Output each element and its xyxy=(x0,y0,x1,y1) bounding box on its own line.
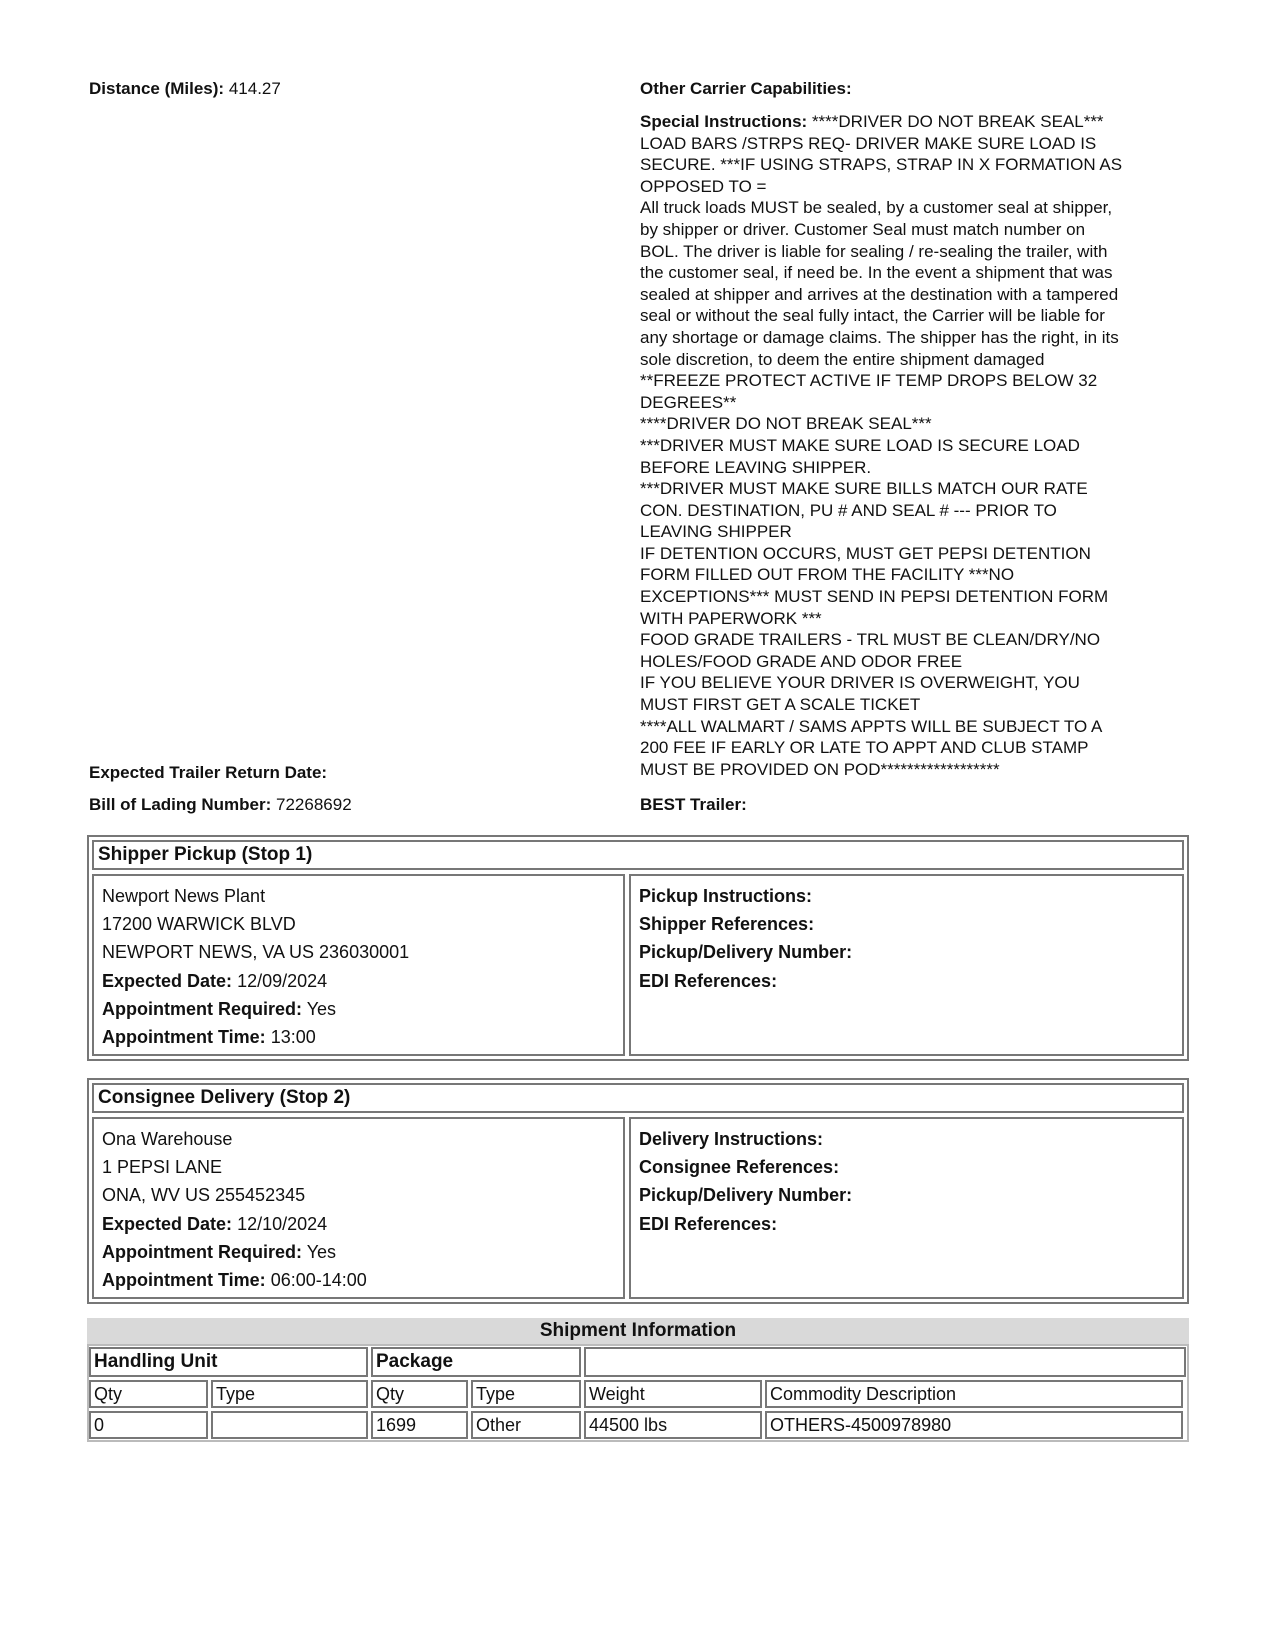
special-line: BOL. The driver is liable for sealing / re-sealing the trailer, with xyxy=(640,241,1108,261)
special-line: DEGREES** xyxy=(640,392,737,412)
cell-weight: 44500 lbs xyxy=(584,1411,762,1439)
stop1-title: Shipper Pickup (Stop 1) xyxy=(92,840,1184,870)
expected-trailer-return-label: Expected Trailer Return Date: xyxy=(89,763,328,782)
special-instructions-label: Special Instructions: xyxy=(640,112,808,131)
handling-unit-header: Handling Unit xyxy=(89,1347,368,1377)
stop2-pickup-delivery-number-label: Pickup/Delivery Number: xyxy=(639,1185,853,1206)
special-line: OPPOSED TO = xyxy=(640,176,767,196)
stop1-appointment-time: Appointment Time: 13:00 xyxy=(102,1027,316,1048)
special-line: by shipper or driver. Customer Seal must match number on xyxy=(640,219,1086,239)
special-line: ***DRIVER MUST MAKE SURE BILLS MATCH OUR RATE xyxy=(640,479,1088,499)
consignee-delivery-section xyxy=(87,1078,1189,1304)
col-package-qty: Qty xyxy=(371,1380,468,1408)
cell-handling-qty: 0 xyxy=(89,1411,208,1439)
cell-package-type: Other xyxy=(471,1411,581,1439)
stop2-references-panel xyxy=(629,1117,1184,1299)
special-line: sole discretion, to deem the entire shipment damaged xyxy=(640,349,1045,369)
special-line: 200 FEE IF EARLY OR LATE TO APPT AND CLUB STAMP xyxy=(640,738,1089,758)
special-line: LEAVING SHIPPER xyxy=(640,522,792,542)
stop1-address2: NEWPORT NEWS, VA US 236030001 xyxy=(102,942,410,963)
stop1-address-panel xyxy=(92,874,625,1056)
stop2-address2: ONA, WV US 255452345 xyxy=(102,1185,306,1206)
stop1-address1: 17200 WARWICK BLVD xyxy=(102,914,296,935)
cell-commodity-description: OTHERS-4500978980 xyxy=(765,1411,1183,1439)
bill-of-lading-field xyxy=(89,795,352,815)
special-line: FORM FILLED OUT FROM THE FACILITY ***NO xyxy=(640,565,1015,585)
special-line: sealed at shipper and arrives at the destination with a tampered xyxy=(640,284,1119,304)
special-line: **FREEZE PROTECT ACTIVE IF TEMP DROPS BELOW 32 xyxy=(640,371,1098,391)
stop1-references-panel xyxy=(629,874,1184,1056)
bill-of-lading-value: 72268692 xyxy=(276,795,352,814)
stop1-pickup-delivery-number-label: Pickup/Delivery Number: xyxy=(639,942,853,963)
stop2-address1: 1 PEPSI LANE xyxy=(102,1157,223,1178)
stop2-name: Ona Warehouse xyxy=(102,1129,233,1149)
special-line: MUST FIRST GET A SCALE TICKET xyxy=(640,695,921,715)
other-carrier-capabilities-label: Other Carrier Capabilities: xyxy=(640,79,852,98)
stop1-expected-date: Expected Date: 12/09/2024 xyxy=(102,970,328,991)
col-package-type: Type xyxy=(471,1380,581,1408)
stop1-edi-references-label: EDI References: xyxy=(639,970,778,991)
col-handling-qty: Qty xyxy=(89,1380,208,1408)
distance-field xyxy=(89,79,281,99)
bill-of-lading-label: Bill of Lading Number: xyxy=(89,795,272,814)
special-line: LOAD BARS /STRPS REQ- DRIVER MAKE SURE LOAD IS xyxy=(640,133,1097,153)
distance-label: Distance (Miles): xyxy=(89,79,225,98)
special-line: ****ALL WALMART / SAMS APPTS WILL BE SUBJECT TO A xyxy=(640,716,1103,736)
shipper-pickup-section xyxy=(87,835,1189,1061)
pickup-instructions-label: Pickup Instructions: xyxy=(639,886,813,906)
col-commodity-description: Commodity Description xyxy=(765,1380,1183,1408)
special-line: any shortage or damage claims. The shipper has the right, in its xyxy=(640,327,1119,347)
stop1-name: Newport News Plant xyxy=(102,886,266,906)
cell-package-qty: 1699 xyxy=(371,1411,468,1439)
special-line: the customer seal, if need be. In the event a shipment that was xyxy=(640,263,1113,283)
special-line: seal or without the seal fully intact, the Carrier will be liable for xyxy=(640,306,1105,326)
stop2-title: Consignee Delivery (Stop 2) xyxy=(92,1083,1184,1113)
shipment-information-title: Shipment Information xyxy=(87,1318,1189,1344)
special-line: MUST BE PROVIDED ON POD****************** xyxy=(640,759,1000,779)
best-trailer-label: BEST Trailer: xyxy=(640,795,747,814)
special-line: CON. DESTINATION, PU # AND SEAL # --- PRIOR TO xyxy=(640,500,1057,520)
special-line: WITH PAPERWORK *** xyxy=(640,608,822,628)
special-line: ****DRIVER DO NOT BREAK SEAL*** xyxy=(640,414,932,434)
distance-value: 414.27 xyxy=(228,79,281,98)
special-line: HOLES/FOOD GRADE AND ODOR FREE xyxy=(640,651,963,671)
stop2-appointment-required: Appointment Required: Yes xyxy=(102,1241,337,1262)
consignee-references-label: Consignee References: xyxy=(639,1157,840,1178)
blank-group-header xyxy=(584,1347,1186,1377)
special-line: FOOD GRADE TRAILERS - TRL MUST BE CLEAN/DRY/NO xyxy=(640,630,1101,650)
col-handling-type: Type xyxy=(211,1380,368,1408)
stop1-appointment-required: Appointment Required: Yes xyxy=(102,998,337,1019)
special-line: All truck loads MUST be sealed, by a customer seal at shipper, xyxy=(640,198,1113,218)
stop2-edi-references-label: EDI References: xyxy=(639,1213,778,1234)
special-line: EXCEPTIONS*** MUST SEND IN PEPSI DETENTION FORM xyxy=(640,587,1109,607)
stop2-appointment-time: Appointment Time: 06:00-14:00 xyxy=(102,1270,367,1291)
special-line: Special Instructions: ****DRIVER DO NOT BREAK SEAL*** xyxy=(640,112,1104,131)
special-line: SECURE. ***IF USING STRAPS, STRAP IN X FORMATION AS xyxy=(640,155,1123,175)
delivery-instructions-label: Delivery Instructions: xyxy=(639,1129,824,1149)
stop2-expected-date: Expected Date: 12/10/2024 xyxy=(102,1213,328,1234)
special-line: ***DRIVER MUST MAKE SURE LOAD IS SECURE LOAD xyxy=(640,435,1080,455)
cell-handling-type xyxy=(211,1411,368,1439)
special-instructions xyxy=(640,111,1185,780)
shipper-references-label: Shipper References: xyxy=(639,914,815,935)
special-line: BEFORE LEAVING SHIPPER. xyxy=(640,457,872,477)
col-weight: Weight xyxy=(584,1380,762,1408)
package-header: Package xyxy=(371,1347,581,1377)
special-line: IF YOU BELIEVE YOUR DRIVER IS OVERWEIGHT, YOU xyxy=(640,673,1080,693)
stop2-address-panel xyxy=(92,1117,625,1299)
special-line: IF DETENTION OCCURS, MUST GET PEPSI DETENTION xyxy=(640,543,1091,563)
